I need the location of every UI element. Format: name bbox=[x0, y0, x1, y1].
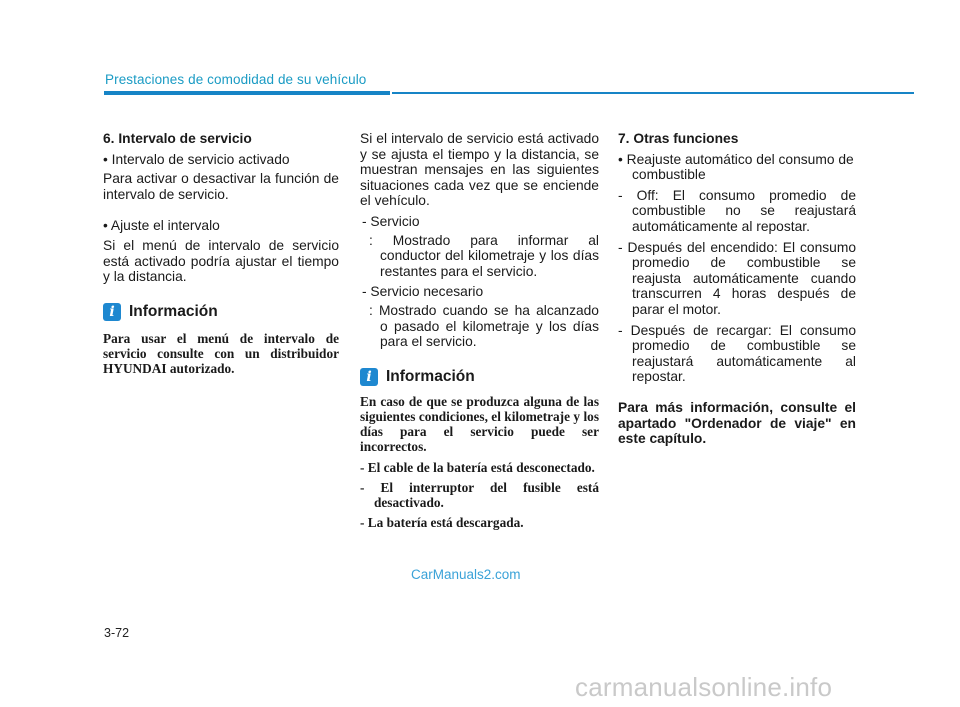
bullet-service-interval-enabled: • Intervalo de servicio activado bbox=[103, 151, 290, 167]
column-2 bbox=[360, 131, 599, 530]
info-header bbox=[360, 368, 599, 386]
section-title: Prestaciones de comodidad de su vehículo bbox=[105, 72, 367, 87]
heading-other-functions: 7. Otras funciones bbox=[618, 131, 739, 146]
item-service-required-desc: : Mostrado cuando se ha alcanzado o pasado el kilometraje y los días para el servicio. bbox=[369, 302, 599, 350]
info-list-item: - La batería está descargada. bbox=[360, 515, 524, 531]
info-header bbox=[103, 303, 339, 321]
info-list-item: - El cable de la batería está desconectado. bbox=[360, 459, 595, 475]
list-item-off: - Off: El consumo promedio de combustible no se reajustará automáticamente al repostar. bbox=[618, 187, 856, 234]
info-text: En caso de que se produzca alguna de las siguientes condiciones, el kilometraje y los días para el servicio puede ser incorrectos. bbox=[360, 393, 599, 455]
item-service-label: - Servicio bbox=[362, 213, 420, 229]
paragraph-messages: Si el intervalo de servicio está activado y se ajusta el tiempo y la distancia, se muestran mensajes en las siguientes situaciones cada vez que se enciende el vehículo. bbox=[360, 131, 599, 209]
info-text: Para usar el menú de intervalo de servicio consulte con un distribuidor HYUNDAI autorizado. bbox=[103, 330, 339, 377]
page-number: 3-72 bbox=[104, 626, 130, 640]
heading-service-interval: 6. Intervalo de servicio bbox=[103, 131, 252, 146]
list-item-after-ignition: - Después del encendido: El consumo promedio de combustible se reajusta automáticamente cuando transcurren 4 horas después de parar el motor. bbox=[618, 239, 856, 317]
watermark-bottom: carmanualsonline.info bbox=[575, 672, 833, 702]
info-icon: i bbox=[103, 303, 121, 321]
list-item-after-refuel: - Después de recargar: El consumo promedio de combustible se reajustará automáticamente al repostar. bbox=[618, 322, 856, 385]
column-1 bbox=[103, 131, 339, 376]
paragraph-toggle: Para activar o desactivar la función de intervalo de servicio. bbox=[103, 171, 339, 202]
header-accent-bar bbox=[104, 91, 390, 95]
info-title: Información bbox=[129, 302, 218, 320]
column-3 bbox=[618, 131, 856, 447]
info-icon: i bbox=[360, 368, 378, 386]
info-title: Información bbox=[386, 367, 475, 385]
paragraph-see-also: Para más información, consulte el apartado "Ordenador de viaje" en este capítulo. bbox=[618, 399, 856, 447]
item-service-desc: : Mostrado para informar al conductor del kilometraje y los días restantes para el servicio. bbox=[369, 232, 599, 279]
header-rule bbox=[392, 92, 914, 94]
paragraph-adjust: Si el menú de intervalo de servicio está activado podría ajustar el tiempo y la distancia. bbox=[103, 237, 339, 285]
watermark-link[interactable]: CarManuals2.com bbox=[411, 567, 521, 582]
item-service-required-label: - Servicio necesario bbox=[362, 284, 484, 300]
bullet-auto-reset: • Reajuste automático del consumo de combustible bbox=[618, 151, 854, 183]
bullet-adjust-interval: • Ajuste el intervalo bbox=[103, 218, 220, 234]
info-list-item: - El interruptor del fusible está desactivado. bbox=[360, 479, 599, 510]
